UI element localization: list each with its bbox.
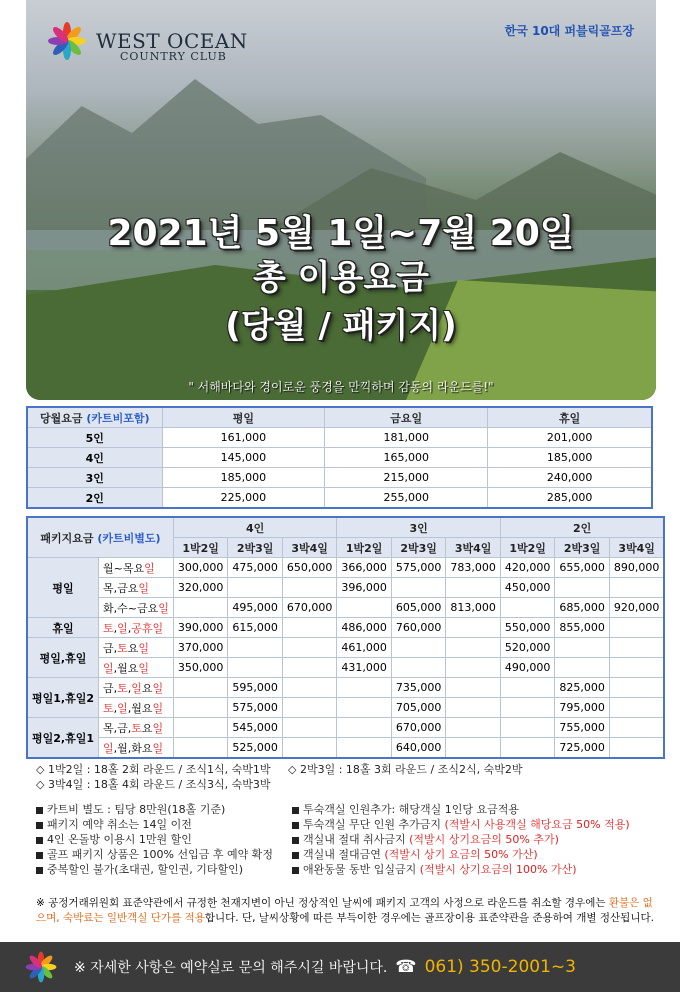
price-cell — [500, 698, 555, 718]
table-row — [27, 578, 664, 598]
day-label: 일,월요일 — [99, 658, 174, 678]
group-label: 평일1,휴일2 — [27, 678, 99, 718]
price-cell: 760,000 — [391, 618, 446, 638]
price-cell — [282, 638, 337, 658]
schedule-notes — [36, 762, 523, 792]
price-cell: 350,000 — [173, 658, 228, 678]
brand-sub: COUNTRY CLUB — [120, 50, 227, 63]
schedule-item: ◇ 3박4일 : 18홀 4회 라운드 / 조식3식, 숙박3박 — [36, 778, 271, 791]
price-cell — [337, 718, 392, 738]
price-cell — [555, 578, 610, 598]
price-cell: 890,000 — [609, 558, 664, 578]
price-cell: 215,000 — [325, 468, 488, 488]
table-row — [27, 658, 664, 678]
price-cell: 495,000 — [228, 598, 283, 618]
title-line1: 2021년 5월 1일~7월 20일 — [107, 213, 575, 254]
policy-item: 투숙객실 인원추가: 해당객실 1인당 요금적용 — [292, 802, 630, 817]
price-cell — [500, 738, 555, 759]
price-cell — [282, 618, 337, 638]
price-cell — [446, 698, 501, 718]
policy-item: 카트비 별도 : 팀당 8만원(18홀 기준) — [36, 802, 273, 817]
price-cell — [337, 738, 392, 759]
price-cell — [337, 678, 392, 698]
price-cell: 670,000 — [282, 598, 337, 618]
price-cell: 595,000 — [228, 678, 283, 698]
price-cell: 366,000 — [337, 558, 392, 578]
price-cell — [555, 658, 610, 678]
price-cell: 545,000 — [228, 718, 283, 738]
price-cell — [609, 738, 664, 759]
title-line3: (당월 / 패키지) — [225, 306, 457, 346]
price-cell: 705,000 — [391, 698, 446, 718]
policy-item: 4인 온돌방 이용시 1만원 할인 — [36, 832, 273, 847]
price-cell — [337, 598, 392, 618]
group-label: 평일 — [27, 558, 99, 618]
price-cell: 825,000 — [555, 678, 610, 698]
col-header: 평일 — [162, 407, 325, 428]
table-row — [27, 678, 664, 698]
price-cell — [391, 658, 446, 678]
table-row — [27, 488, 652, 509]
day-label: 금,토,일요일 — [99, 678, 174, 698]
price-cell: 920,000 — [609, 598, 664, 618]
price-cell: 225,000 — [162, 488, 325, 509]
logo-flower-icon — [24, 950, 58, 984]
price-cell — [446, 578, 501, 598]
subcol-header: 1박2일 — [337, 538, 392, 558]
policy-item: 애완동물 동반 입실금지 (적발시 상기요금의 100% 가산) — [292, 862, 630, 877]
table-row — [27, 618, 664, 638]
price-cell — [282, 698, 337, 718]
price-cell: 390,000 — [173, 618, 228, 638]
price-cell: 783,000 — [446, 558, 501, 578]
package-price-table — [26, 516, 665, 759]
price-cell — [446, 738, 501, 759]
price-cell: 255,000 — [325, 488, 488, 509]
price-cell: 640,000 — [391, 738, 446, 759]
footnote: ※ 공정거래위원회 표준약관에서 규정한 천재지변이 아닌 정상적인 날씨에 패키지 고객의 사정으로 라운드를 취소할 경우에는 환불은 없으며, 숙박료는 일반객실 단가를 적용합니다. 단, 날씨상황에 따른 부득이한 경우에는 골프장이용 표준약관을 준용하여 개별 정산됩니다. — [36, 897, 654, 924]
schedule-item: ◇ 2박3일 : 18홀 3회 라운드 / 조식2식, 숙박2박 — [288, 763, 523, 776]
price-cell — [609, 658, 664, 678]
price-cell: 185,000 — [162, 468, 325, 488]
price-cell — [609, 718, 664, 738]
policy-left — [36, 802, 273, 877]
price-cell — [609, 578, 664, 598]
price-cell: 285,000 — [488, 488, 652, 509]
group-label: 휴일 — [27, 618, 99, 638]
group-header: 2인 — [500, 517, 664, 538]
price-cell — [173, 598, 228, 618]
price-cell: 605,000 — [391, 598, 446, 618]
price-cell: 525,000 — [228, 738, 283, 759]
price-cell: 520,000 — [500, 638, 555, 658]
price-cell: 650,000 — [282, 558, 337, 578]
table-row — [27, 428, 652, 448]
subcol-header: 3박4일 — [446, 538, 501, 558]
price-cell — [282, 678, 337, 698]
price-cell — [173, 698, 228, 718]
price-cell — [228, 638, 283, 658]
price-cell: 161,000 — [162, 428, 325, 448]
table-row — [27, 558, 664, 578]
price-cell — [609, 678, 664, 698]
policy-item: 패키지 예약 취소는 14일 이전 — [36, 817, 273, 832]
price-cell: 486,000 — [337, 618, 392, 638]
policy-item: 객실내 절대금연 (적발시 상기 요금의 50% 가산) — [292, 847, 630, 862]
monthly-label: 당월요금 (카트비포함) — [27, 407, 162, 428]
price-cell: 201,000 — [488, 428, 652, 448]
price-cell — [282, 738, 337, 759]
price-cell — [500, 718, 555, 738]
price-cell: 735,000 — [391, 678, 446, 698]
price-cell: 145,000 — [162, 448, 325, 468]
policy-item: 골프 패키지 상품은 100% 선입금 후 예약 확정 — [36, 847, 273, 862]
price-cell: 320,000 — [173, 578, 228, 598]
price-cell — [500, 598, 555, 618]
price-cell — [446, 638, 501, 658]
price-cell — [282, 578, 337, 598]
subcol-header: 2박3일 — [555, 538, 610, 558]
row-label: 4인 — [27, 448, 162, 468]
subcol-header: 2박3일 — [228, 538, 283, 558]
price-cell: 795,000 — [555, 698, 610, 718]
price-cell: 670,000 — [391, 718, 446, 738]
price-cell — [173, 718, 228, 738]
price-cell: 855,000 — [555, 618, 610, 638]
tagline: " 서해바다와 경이로운 풍경을 만끽하며 감동의 라운드를!" — [188, 380, 494, 394]
title-line2: 총 이용요금 — [252, 258, 430, 298]
price-cell: 490,000 — [500, 658, 555, 678]
subcol-header: 2박3일 — [391, 538, 446, 558]
group-header: 4인 — [173, 517, 337, 538]
price-cell: 396,000 — [337, 578, 392, 598]
price-cell: 300,000 — [173, 558, 228, 578]
subcol-header: 3박4일 — [282, 538, 337, 558]
price-cell: 813,000 — [446, 598, 501, 618]
table-row — [27, 448, 652, 468]
row-label: 3인 — [27, 468, 162, 488]
price-cell: 655,000 — [555, 558, 610, 578]
package-label: 패키지요금 (카트비별도) — [27, 517, 173, 558]
rank-badge: 한국 10대 퍼블릭골프장 — [504, 24, 634, 38]
price-cell: 755,000 — [555, 718, 610, 738]
day-label: 월~목요일 — [99, 558, 174, 578]
monthly-price-table — [26, 406, 653, 509]
phone-number[interactable]: 061) 350-2001~3 — [424, 957, 576, 977]
table-row — [27, 718, 664, 738]
subcol-header: 1박2일 — [500, 538, 555, 558]
policy-item: 객실내 절대 취사금지 (적발시 상기요금의 50% 추가) — [292, 832, 630, 847]
price-cell: 575,000 — [391, 558, 446, 578]
price-cell: 615,000 — [228, 618, 283, 638]
price-cell — [446, 618, 501, 638]
day-label: 토,일,월요일 — [99, 698, 174, 718]
day-label: 목,금,토요일 — [99, 718, 174, 738]
price-cell — [391, 578, 446, 598]
price-cell: 165,000 — [325, 448, 488, 468]
price-cell: 240,000 — [488, 468, 652, 488]
price-cell — [282, 658, 337, 678]
price-cell — [500, 678, 555, 698]
price-cell — [446, 678, 501, 698]
policy-right — [292, 802, 630, 877]
policy-item: 투숙객실 무단 인원 추가금지 (적발시 사용객실 해당요금 50% 적용) — [292, 817, 630, 832]
price-cell — [228, 578, 283, 598]
brand-name: WEST OCEAN — [96, 29, 248, 53]
group-label: 평일,휴일 — [27, 638, 99, 678]
price-cell — [609, 638, 664, 658]
price-cell: 461,000 — [337, 638, 392, 658]
footer-bar — [0, 942, 680, 992]
day-label: 화,수~금요일 — [99, 598, 174, 618]
price-cell — [282, 718, 337, 738]
price-cell — [173, 738, 228, 759]
row-label: 2인 — [27, 488, 162, 509]
table-row — [27, 698, 664, 718]
day-label: 일,월,화요일 — [99, 738, 174, 759]
price-cell: 185,000 — [488, 448, 652, 468]
subcol-header: 3박4일 — [609, 538, 664, 558]
schedule-item: ◇ 1박2일 : 18홀 2회 라운드 / 조식1식, 숙박1박 — [36, 763, 271, 776]
price-cell — [337, 698, 392, 718]
price-cell — [228, 658, 283, 678]
price-cell — [446, 718, 501, 738]
day-label: 목,금요일 — [99, 578, 174, 598]
group-label: 평일2,휴일1 — [27, 718, 99, 759]
logo — [46, 20, 248, 62]
price-cell — [446, 658, 501, 678]
price-cell — [391, 638, 446, 658]
subcol-header: 1박2일 — [173, 538, 228, 558]
price-cell — [173, 678, 228, 698]
price-cell — [555, 638, 610, 658]
price-cell — [609, 698, 664, 718]
footer-text: ※ 자세한 사항은 예약실로 문의 해주시길 바랍니다. — [74, 960, 388, 976]
day-label: 토,일,공휴일 — [99, 618, 174, 638]
price-cell — [609, 618, 664, 638]
price-cell: 550,000 — [500, 618, 555, 638]
price-cell: 475,000 — [228, 558, 283, 578]
price-cell: 725,000 — [555, 738, 610, 759]
phone-icon: ☎ — [395, 957, 417, 977]
col-header: 금요일 — [325, 407, 488, 428]
table-row — [27, 738, 664, 759]
price-cell: 685,000 — [555, 598, 610, 618]
table-row — [27, 468, 652, 488]
price-cell: 181,000 — [325, 428, 488, 448]
price-cell: 431,000 — [337, 658, 392, 678]
group-header: 3인 — [337, 517, 501, 538]
table-row — [27, 638, 664, 658]
price-cell: 450,000 — [500, 578, 555, 598]
policy-item: 중복할인 불가(초대권, 할인권, 기타할인) — [36, 862, 273, 877]
row-label: 5인 — [27, 428, 162, 448]
table-row — [27, 598, 664, 618]
col-header: 휴일 — [488, 407, 652, 428]
price-cell: 370,000 — [173, 638, 228, 658]
price-cell: 420,000 — [500, 558, 555, 578]
logo-flower-icon — [46, 20, 88, 62]
price-cell: 575,000 — [228, 698, 283, 718]
day-label: 금,토요일 — [99, 638, 174, 658]
